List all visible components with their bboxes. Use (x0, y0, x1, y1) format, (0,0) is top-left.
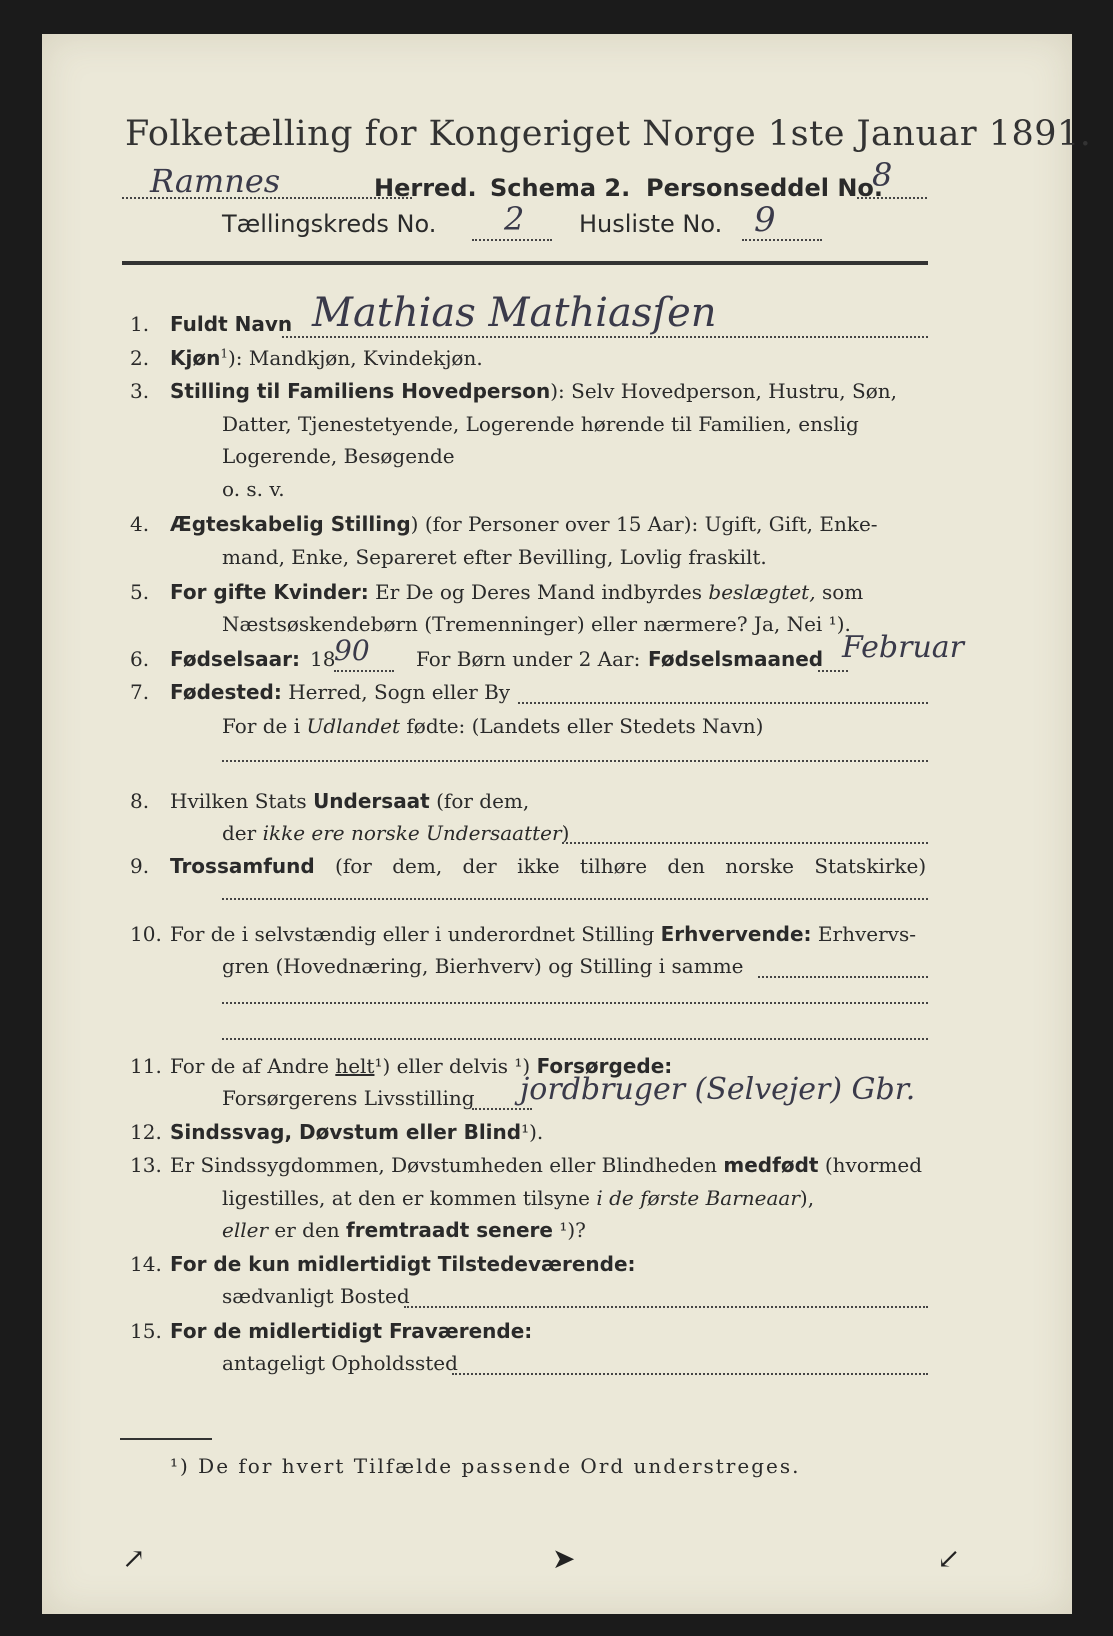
married-women-line-1 (170, 580, 863, 604)
birth-month-value: Februar (842, 630, 965, 665)
religion-dotted-line (222, 898, 928, 900)
item-number: 6. (130, 647, 150, 671)
sex-footnote-mark: 1 (220, 346, 228, 361)
birthplace-line-2 (222, 714, 763, 738)
item-number: 11. (130, 1054, 162, 1078)
footnote-rule (120, 1438, 212, 1440)
congenital-line-2 (222, 1186, 814, 1210)
marital-line-1 (170, 512, 878, 536)
position-line-4: o. s. v. (222, 477, 285, 501)
item-number: 10. (130, 922, 162, 946)
dependent-text-a: For de af Andre (170, 1054, 329, 1078)
married-women-line-2: Næstsøskendebørn (Tremenninger) eller nærmere? Ja, Nei ¹). (222, 612, 851, 636)
occupation-label: Erhvervende: (660, 922, 812, 946)
position-line-3: Logerende, Besøgende (222, 444, 455, 468)
full-name-value: Mathias Mathiasſen (312, 290, 717, 336)
item-number: 15. (130, 1319, 162, 1343)
citizenship-text-a: Hvilken Stats (170, 789, 307, 813)
item-number: 4. (130, 512, 150, 536)
disability-line (170, 1120, 543, 1144)
congenital-text-a: Er Sindssygdommen, Døvstumheden eller Blindheden (170, 1153, 718, 1177)
husliste-label: Husliste No. (579, 210, 723, 238)
herred-label: Herred. (374, 174, 477, 202)
abroad-dotted-line (222, 760, 928, 762)
full-name-label: Fuldt Navn (170, 312, 293, 336)
citizenship-line-1 (170, 789, 529, 813)
form-title: Folketælling for Kongeriget Norge 1ste Januar 1891. (125, 114, 1092, 154)
abroad-rest: fødte: (Landets eller Stedets Navn) (406, 714, 764, 738)
personseddel-label: Personseddel No. (646, 174, 884, 202)
congenital-line2-a: ligestilles, at den er kommen tilsyne (222, 1186, 590, 1210)
occupation-text-c: Erhvervs- (817, 922, 916, 946)
corner-mark-center: ➤ (552, 1542, 576, 1575)
footnote: ¹) De for hvert Tilfælde passende Ord understreges. (170, 1454, 801, 1478)
citizenship-text-c: (for dem, (436, 789, 530, 813)
occupation-line-2: gren (Hovednæring, Bierhverv) og Stilling i samme (222, 954, 744, 978)
disability-label: Sindssvag, Døvstum eller Blind (170, 1120, 522, 1144)
occupation-dotted-line-2 (222, 1002, 928, 1004)
item-number: 13. (130, 1153, 162, 1177)
item-number: 8. (130, 789, 150, 813)
census-form (42, 34, 1092, 1614)
citizenship-line-2 (222, 821, 569, 845)
birth-month-label: Fødselsmaaned (648, 647, 824, 671)
married-women-label: For gifte Kvinder: (170, 580, 369, 604)
marital-label: Ægteskabelig Stilling (170, 512, 411, 536)
usual-residence-dotted-line (404, 1306, 928, 1308)
full-name-dotted-line (282, 336, 928, 338)
temporary-absent-label: For de midlertidigt Fraværende: (170, 1319, 533, 1343)
birth-year-prefix: 18 (310, 647, 336, 671)
herred-dotted-line (122, 197, 412, 199)
position-line-1 (170, 379, 897, 403)
dependent-label: Forsørgede: (536, 1054, 673, 1078)
item-number: 5. (130, 580, 150, 604)
religion-label: Trossamfund (170, 854, 315, 878)
item-number: 7. (130, 680, 150, 704)
citizenship-label: Undersaat (313, 789, 430, 813)
provider-occupation-value: jordbruger (Selvejer) Gbr. (520, 1072, 916, 1107)
personseddel-dotted-line (857, 197, 927, 199)
presumed-location-dotted-line (452, 1373, 928, 1375)
religion-note: (for dem, der ikke tilhøre den norske Statskirke) (335, 854, 927, 878)
congenital-line3-a: eller (222, 1218, 269, 1242)
presumed-location-label: antageligt Opholdssted (222, 1351, 458, 1375)
position-options-1: ): Selv Hovedperson, Hustru, Søn, (550, 379, 898, 403)
temporary-present-label: For de kun midlertidigt Tilstedeværende: (170, 1252, 636, 1276)
dependent-text-c: ¹) eller delvis ¹) (374, 1054, 531, 1078)
kreds-dotted-line (472, 239, 552, 241)
occupation-dotted-line-1 (758, 976, 928, 978)
abroad-prefix: For de i (222, 714, 301, 738)
congenital-line-3 (222, 1218, 586, 1242)
provider-dotted-line (472, 1108, 532, 1110)
husliste-value: 9 (754, 200, 776, 240)
birth-year-dotted-line (334, 670, 394, 672)
birthplace-options: Herred, Sogn eller By (288, 680, 511, 704)
position-label: Stilling til Familiens Hovedperson (170, 379, 551, 403)
sex-options: ): Mandkjøn, Kvindekjøn. (227, 346, 483, 370)
birthplace-line-1 (170, 680, 510, 704)
sex-line (170, 346, 483, 370)
usual-residence-label: sædvanligt Bosted (222, 1284, 410, 1308)
birth-month-dotted-line (818, 670, 848, 672)
position-line-2: Datter, Tjenestetyende, Logerende hørende til Familien, enslig (222, 412, 859, 436)
congenital-line2-b: i de første Barneaar (596, 1186, 800, 1210)
birthplace-dotted-line (518, 702, 928, 704)
congenital-line3-b: er den (274, 1218, 340, 1242)
citizenship-line2-c: ) (561, 821, 570, 845)
personseddel-value: 8 (872, 156, 893, 194)
kreds-label: Tællingskreds No. (222, 210, 437, 238)
corner-mark-left: ↗ (122, 1542, 146, 1575)
religion-line (170, 854, 926, 878)
congenital-line2-c: ), (799, 1186, 815, 1210)
birth-year-value: 90 (334, 634, 370, 667)
item-number: 3. (130, 379, 150, 403)
item-number: 14. (130, 1252, 162, 1276)
birthplace-label: Fødested: (170, 680, 282, 704)
related-word: beslægtet, (708, 580, 816, 604)
congenital-line-1 (170, 1153, 922, 1177)
marital-options-1: ) (for Personer over 15 Aar): Ugift, Gift, Enke- (410, 512, 878, 536)
congenital-text-c: (hvormed (824, 1153, 922, 1177)
sex-label: Kjøn (170, 346, 221, 370)
provider-label: Forsørgerens Livsstilling (222, 1086, 475, 1110)
item-number: 2. (130, 346, 150, 370)
occupation-dotted-line-3 (222, 1038, 928, 1040)
corner-mark-right: ↙ (937, 1542, 961, 1575)
occupation-text-a: For de i selvstændig eller i underordnet Stilling (170, 922, 655, 946)
herred-value: Ramnes (150, 162, 281, 200)
citizenship-line2-a: der (222, 821, 257, 845)
item-number: 12. (130, 1120, 162, 1144)
congenital-label: medfødt (723, 1153, 819, 1177)
kreds-value: 2 (504, 200, 525, 238)
schema-label: Schema 2. (490, 174, 631, 202)
husliste-dotted-line (742, 239, 822, 241)
infant-note: For Børn under 2 Aar: (416, 647, 641, 671)
item-number: 1. (130, 312, 150, 336)
disability-footnote: ¹). (521, 1120, 544, 1144)
married-women-end: som (821, 580, 864, 604)
married-women-question: Er De og Deres Mand indbyrdes (375, 580, 703, 604)
citizenship-dotted-line (562, 842, 928, 844)
citizenship-line2-b: ikke ere norske Undersaatter (262, 821, 562, 845)
dependent-wholly: helt (335, 1054, 375, 1078)
congenital-line3-c: fremtraadt senere (346, 1218, 553, 1242)
occupation-line-1 (170, 922, 916, 946)
congenital-line3-d: ¹)? (559, 1218, 586, 1242)
header-rule (122, 261, 928, 265)
birth-year-label: Fødselsaar: (170, 647, 300, 671)
item-number: 9. (130, 854, 150, 878)
marital-line-2: mand, Enke, Separeret efter Bevilling, Lovlig fraskilt. (222, 545, 767, 569)
abroad-word: Udlandet (306, 714, 401, 738)
